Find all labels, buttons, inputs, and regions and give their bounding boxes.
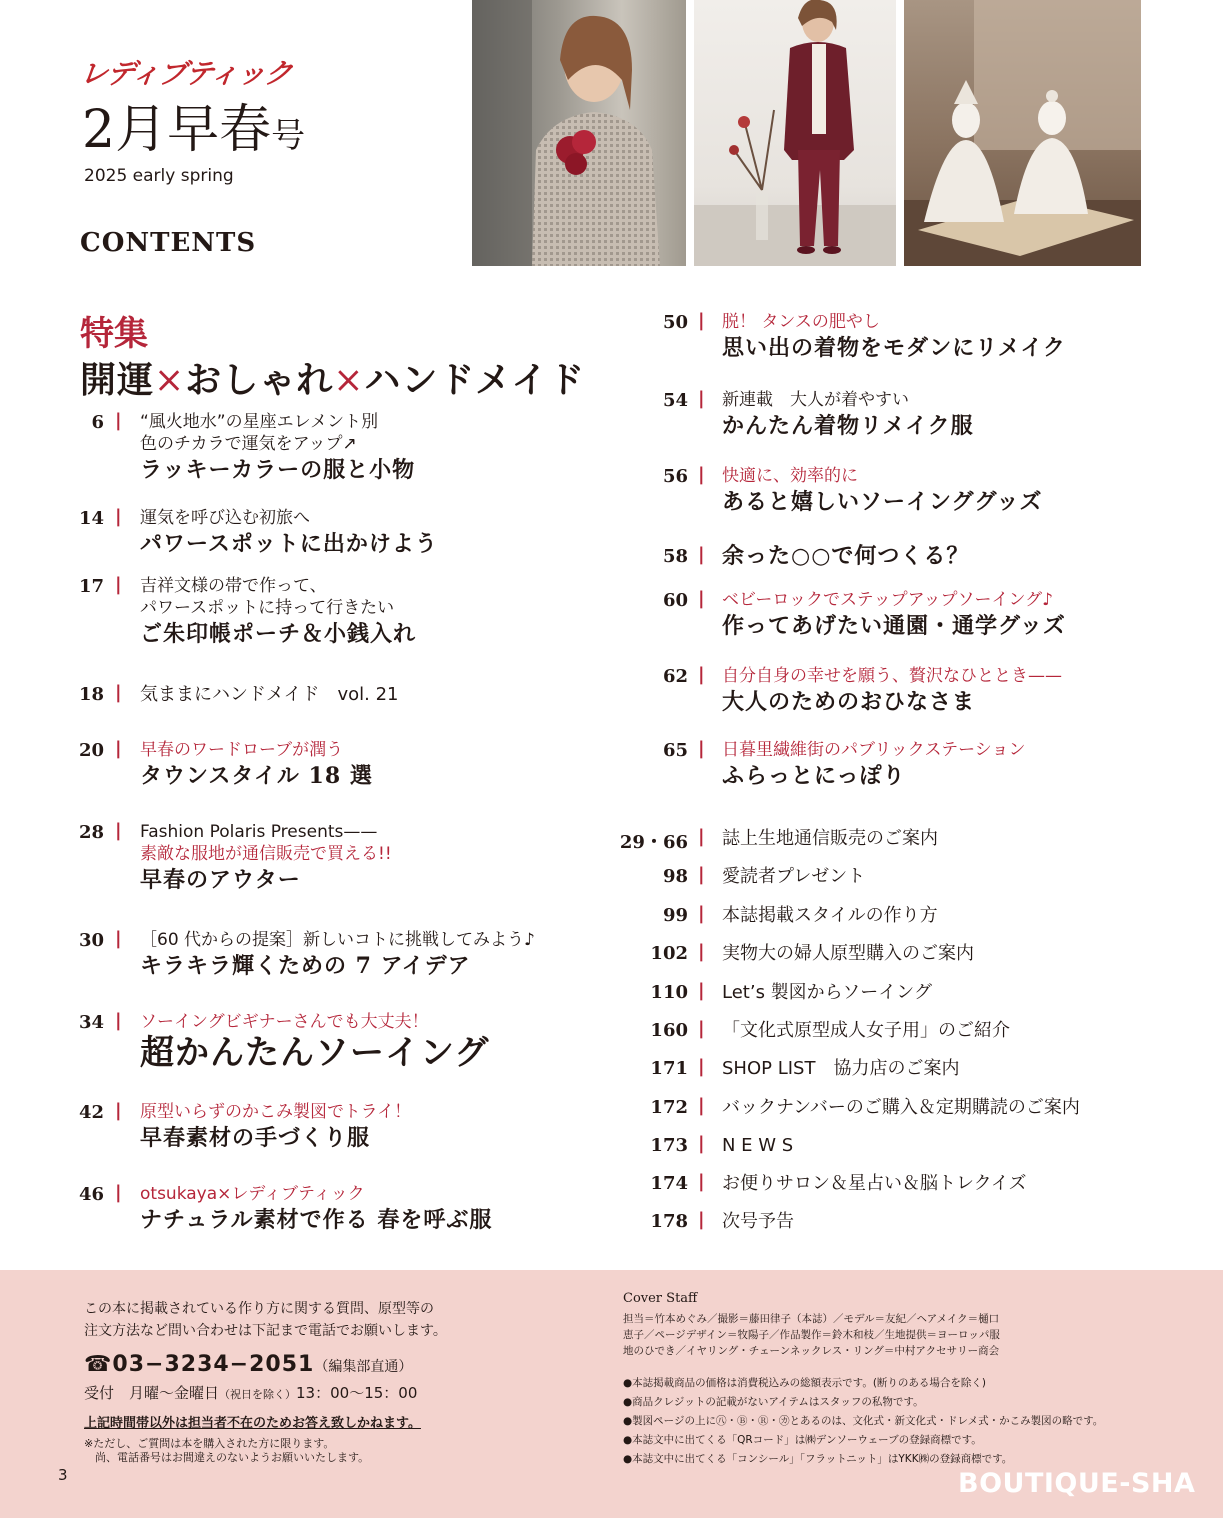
toc-main-title: 余った○○で何つくる？ bbox=[722, 543, 970, 569]
photo-hina-dolls bbox=[904, 0, 1141, 266]
separator-bar: | bbox=[115, 1010, 122, 1031]
toc-subtitle: N E W S bbox=[722, 1135, 794, 1156]
toc-entry-text bbox=[722, 1210, 794, 1234]
toc-main-title: タウンスタイル 18 選 bbox=[140, 763, 373, 789]
toc-subtitle: 実物大の婦人原型購入のご案内 bbox=[722, 943, 974, 964]
separator-bar: | bbox=[698, 1171, 705, 1192]
toc-main-title: ふらっとにっぽり bbox=[722, 763, 906, 789]
toc-entry-text bbox=[722, 465, 1042, 517]
separator-bar: | bbox=[698, 664, 705, 685]
page-number-ref: 17 bbox=[78, 576, 104, 597]
separator-bar: | bbox=[698, 864, 705, 885]
issue-month: 2月 bbox=[82, 100, 168, 160]
toc-subtitle: otsukaya×レディブティック bbox=[140, 1184, 365, 1204]
page-number-ref: 174 bbox=[650, 1173, 688, 1194]
magazine-logo: レディブティック bbox=[78, 57, 294, 90]
toc-main-title: パワースポットに出かけよう bbox=[140, 531, 438, 557]
page-number-ref: 62 bbox=[662, 666, 688, 687]
toc-subtitle: 本誌掲載スタイルの作り方 bbox=[722, 905, 938, 926]
toc-entry-text bbox=[722, 739, 1025, 791]
page-number-ref: 172 bbox=[650, 1097, 688, 1118]
toc-subtitle: 日暮里繊維街のパブリックステーション bbox=[722, 740, 1026, 760]
toc-subtitle: 早春のワードローブが潤う bbox=[140, 740, 344, 760]
toc-subtitle: 気ままにハンドメイド vol. 21 bbox=[140, 684, 399, 705]
toc-entry-text bbox=[722, 1019, 1010, 1043]
toc-entry-text bbox=[722, 1172, 1027, 1196]
toc-main-title: ナチュラル素材で作る 春を呼ぶ服 bbox=[140, 1207, 493, 1233]
issue-title bbox=[82, 100, 305, 166]
toc-main-title: 早春素材の手づくり服 bbox=[140, 1125, 371, 1151]
toc-entry-text bbox=[722, 981, 932, 1005]
separator-bar: | bbox=[115, 682, 122, 703]
footnote: ※ただし、ご質問は本を購入された方に限ります。 bbox=[84, 1437, 335, 1450]
toc-main-title: 超かんたんソーイング bbox=[140, 1033, 490, 1073]
page-number-ref: 28 bbox=[78, 822, 104, 843]
toc-subtitle: 運気を呼び込む初旅へ bbox=[140, 508, 310, 528]
separator-bar: | bbox=[115, 738, 122, 759]
disclaimer: ●商品クレジットの記載がないアイテムはスタッフの私物です。 bbox=[623, 1396, 924, 1408]
toc-subtitle: Fashion Polaris Presents—— bbox=[140, 822, 378, 842]
page-number-ref: 56 bbox=[662, 466, 688, 487]
footnote: 尚、電話番号はお間違えのないようお願いいたします。 bbox=[84, 1451, 370, 1464]
toc-subtitle: 愛読者プレゼント bbox=[722, 866, 866, 887]
page-number-ref: 178 bbox=[650, 1211, 688, 1232]
page-number-ref: 6 bbox=[91, 412, 104, 433]
photo-woman-in-burgundy bbox=[694, 0, 896, 266]
toc-subtitle: 脱！ タンスの肥やし bbox=[722, 312, 880, 332]
toc-main-title: あると嬉しいソーインググッズ bbox=[722, 489, 1043, 515]
footnotes bbox=[84, 1437, 369, 1465]
page-number-ref: 173 bbox=[650, 1135, 688, 1156]
contact-note bbox=[84, 1298, 447, 1342]
toc-entry-text bbox=[722, 389, 974, 441]
page-number-ref: 29・66 bbox=[619, 832, 688, 853]
toc-main-title: キラキラ輝くための 7 アイデア bbox=[140, 953, 471, 979]
page-number: 3 bbox=[58, 1466, 68, 1484]
toc-subtitle: 「文化式原型成人女子用」のご紹介 bbox=[722, 1020, 1010, 1041]
issue-subtitle: 2025 early spring bbox=[84, 166, 234, 186]
issue-suffix: 号 bbox=[271, 116, 306, 156]
toc-subtitle: 新連載 大人が着やすい bbox=[722, 390, 909, 410]
page-number-ref: 171 bbox=[650, 1058, 688, 1079]
toc-entry-text bbox=[722, 541, 969, 571]
page-number-ref: 30 bbox=[78, 930, 104, 951]
page-number-ref: 65 bbox=[662, 740, 688, 761]
toc-subtitle: 色のチカラで運気をアップ↗ bbox=[140, 434, 357, 454]
toc-entry-text bbox=[722, 1057, 959, 1081]
toc-main-title: 思い出の着物をモダンにリメイク bbox=[722, 335, 1066, 361]
separator-bar: | bbox=[698, 544, 705, 565]
toc-entry-text bbox=[722, 904, 938, 928]
disclaimer: ●本誌文中に出てくる「QRコード」は㈱デンソーウェーブの登録商標です。 bbox=[623, 1434, 982, 1446]
times-mark: × bbox=[333, 360, 365, 401]
contents-heading: CONTENTS bbox=[80, 228, 257, 258]
page-number-ref: 110 bbox=[650, 982, 688, 1003]
toc-main-title: 大人のためのおひなさま bbox=[722, 689, 976, 715]
toc-entry-text bbox=[722, 311, 1066, 363]
page-number-ref: 42 bbox=[78, 1102, 104, 1123]
toc-entry-text bbox=[722, 665, 1062, 717]
separator-bar: | bbox=[115, 1100, 122, 1121]
staff-line: 担当＝竹本めぐみ／撮影＝藤田律子（本誌）／モデル＝友紀／ヘアメイク＝樋口 bbox=[623, 1313, 1000, 1325]
separator-bar: | bbox=[115, 928, 122, 949]
photo-woman-with-flowers bbox=[472, 0, 686, 266]
toc-subtitle: ソーイングビギナーさんでも大丈夫！ bbox=[140, 1012, 429, 1032]
separator-bar: | bbox=[698, 310, 705, 331]
separator-bar: | bbox=[698, 1133, 705, 1154]
phone-number bbox=[84, 1352, 412, 1377]
toc-subtitle: Let’s 製図からソーイング bbox=[722, 982, 932, 1003]
toc-subtitle: 素敵な服地が通信販売で買える!! bbox=[140, 844, 392, 864]
separator-bar: | bbox=[115, 574, 122, 595]
hours-days: 受付 月曜～金曜日 bbox=[84, 1384, 220, 1402]
hours-note: （祝日を除く） bbox=[219, 1388, 297, 1401]
toc-subtitle: “風火地水”の星座エレメント別 bbox=[140, 412, 379, 432]
separator-bar: | bbox=[698, 903, 705, 924]
toc-entry-text bbox=[722, 865, 865, 889]
page-number-ref: 160 bbox=[650, 1020, 688, 1041]
toc-entry-text bbox=[140, 575, 416, 649]
times-mark: × bbox=[154, 360, 186, 401]
separator-bar: | bbox=[698, 1095, 705, 1116]
separator-bar: | bbox=[698, 388, 705, 409]
toc-subtitle: 次号予告 bbox=[722, 1211, 794, 1232]
separator-bar: | bbox=[698, 738, 705, 759]
toc-entry-text bbox=[722, 827, 938, 851]
toc-subtitle: パワースポットに持って行きたい bbox=[140, 598, 395, 618]
publisher-logo: BOUTIQUE-SHA bbox=[958, 1468, 1196, 1499]
toc-subtitle: お便りサロン＆星占い＆脳トレクイズ bbox=[722, 1173, 1027, 1194]
phone-text: ☎03−3234−2051 bbox=[84, 1352, 315, 1377]
staff-line: 恵子／ページデザイン＝牧陽子／作品製作＝鈴木和枝／生地提供＝ヨーロッパ服 bbox=[623, 1329, 1000, 1341]
toc-subtitle: 自分自身の幸せを願う、贅沢なひととき—— bbox=[722, 666, 1062, 686]
toc-main-title: かんたん着物リメイク服 bbox=[722, 413, 974, 439]
disclaimer: ●本誌文中に出てくる「コンシール」「フラットニット」はYKK㈱の登録商標です。 bbox=[623, 1453, 1013, 1465]
separator-bar: | bbox=[115, 410, 122, 431]
cover-staff-title: Cover Staff bbox=[623, 1291, 698, 1306]
toc-entry-text bbox=[722, 589, 1066, 641]
page-number-ref: 58 bbox=[662, 546, 688, 567]
page-number-ref: 46 bbox=[78, 1184, 104, 1205]
feature-title-part: おしゃれ bbox=[185, 359, 334, 401]
toc-subtitle: 誌上生地通信販売のご案内 bbox=[722, 828, 938, 849]
page-number-ref: 20 bbox=[78, 740, 104, 761]
page-number-ref: 50 bbox=[662, 312, 688, 333]
reception-hours bbox=[84, 1382, 417, 1403]
separator-bar: | bbox=[115, 1182, 122, 1203]
page-number-ref: 102 bbox=[650, 943, 688, 964]
separator-bar: | bbox=[698, 826, 705, 847]
page-number-ref: 34 bbox=[78, 1012, 104, 1033]
page-number-ref: 60 bbox=[662, 590, 688, 611]
feature-title-part: ハンドメイド bbox=[364, 359, 586, 401]
page-number-ref: 54 bbox=[662, 390, 688, 411]
issue-season: 早春 bbox=[167, 100, 272, 160]
toc-subtitle: ベビーロックでステップアップソーイング♪ bbox=[722, 590, 1053, 610]
disclaimers bbox=[623, 1374, 1103, 1469]
toc-subtitle: ［60 代からの提案］新しいコトに挑戦してみよう♪ bbox=[140, 930, 535, 950]
phone-dept: （編集部直通） bbox=[314, 1359, 413, 1375]
separator-bar: | bbox=[115, 506, 122, 527]
toc-subtitle: SHOP LIST 協力店のご案内 bbox=[722, 1058, 960, 1079]
separator-bar: | bbox=[698, 1209, 705, 1230]
separator-bar: | bbox=[115, 820, 122, 841]
separator-bar: | bbox=[698, 980, 705, 1001]
separator-bar: | bbox=[698, 588, 705, 609]
hours-time: 13：00～15：00 bbox=[296, 1384, 418, 1402]
feature-title-part: 開運 bbox=[80, 359, 155, 401]
toc-subtitle: 快適に、効率的に bbox=[722, 466, 858, 486]
page-number-ref: 18 bbox=[78, 684, 104, 705]
page-number-ref: 99 bbox=[662, 905, 688, 926]
toc-entry-text bbox=[722, 1134, 793, 1158]
cover-staff-credits bbox=[623, 1311, 1000, 1359]
separator-bar: | bbox=[698, 941, 705, 962]
toc-subtitle: 原型いらずのかこみ製図でトライ！ bbox=[140, 1102, 412, 1122]
page-number-ref: 14 bbox=[78, 508, 104, 529]
feature-label: 特集 bbox=[80, 314, 148, 354]
toc-subtitle: バックナンバーのご購入＆定期購読のご案内 bbox=[722, 1097, 1080, 1118]
contact-line: この本に掲載されている作り方に関する質問、原型等の bbox=[84, 1301, 434, 1317]
toc-entry-text bbox=[722, 942, 974, 966]
contact-line: 注文方法など問い合わせは下記まで電話でお願いします。 bbox=[84, 1323, 447, 1339]
toc-subtitle: 吉祥文様の帯で作って、 bbox=[140, 576, 327, 596]
toc-main-title: ご朱印帳ポーチ＆小銭入れ bbox=[140, 621, 417, 647]
toc-main-title: 作ってあげたい通園・通学グッズ bbox=[722, 613, 1066, 639]
toc-main-title: ラッキーカラーの服と小物 bbox=[140, 457, 416, 483]
toc-entry-text bbox=[722, 1096, 1080, 1120]
disclaimer: ●製図ページの上に㊇・Ⓑ・Ⓡ・㋕とあるのは、文化式・新文化式・ドレメ式・かこみ製図の略です。 bbox=[623, 1415, 1104, 1427]
disclaimer: ●本誌掲載商品の価格は消費税込みの総額表示です。(断りのある場合を除く) bbox=[623, 1377, 987, 1389]
separator-bar: | bbox=[698, 464, 705, 485]
separator-bar: | bbox=[698, 1056, 705, 1077]
absent-note: 上記時間帯以外は担当者不在のためお答え致しかねます。 bbox=[84, 1416, 421, 1431]
page-number-ref: 98 bbox=[662, 866, 688, 887]
toc-main-title: 早春のアウター bbox=[140, 867, 301, 893]
separator-bar: | bbox=[698, 1018, 705, 1039]
staff-line: 地のひでき／イヤリング・チェーンネックレス・リング＝中村アクセサリー商会 bbox=[623, 1345, 1000, 1357]
